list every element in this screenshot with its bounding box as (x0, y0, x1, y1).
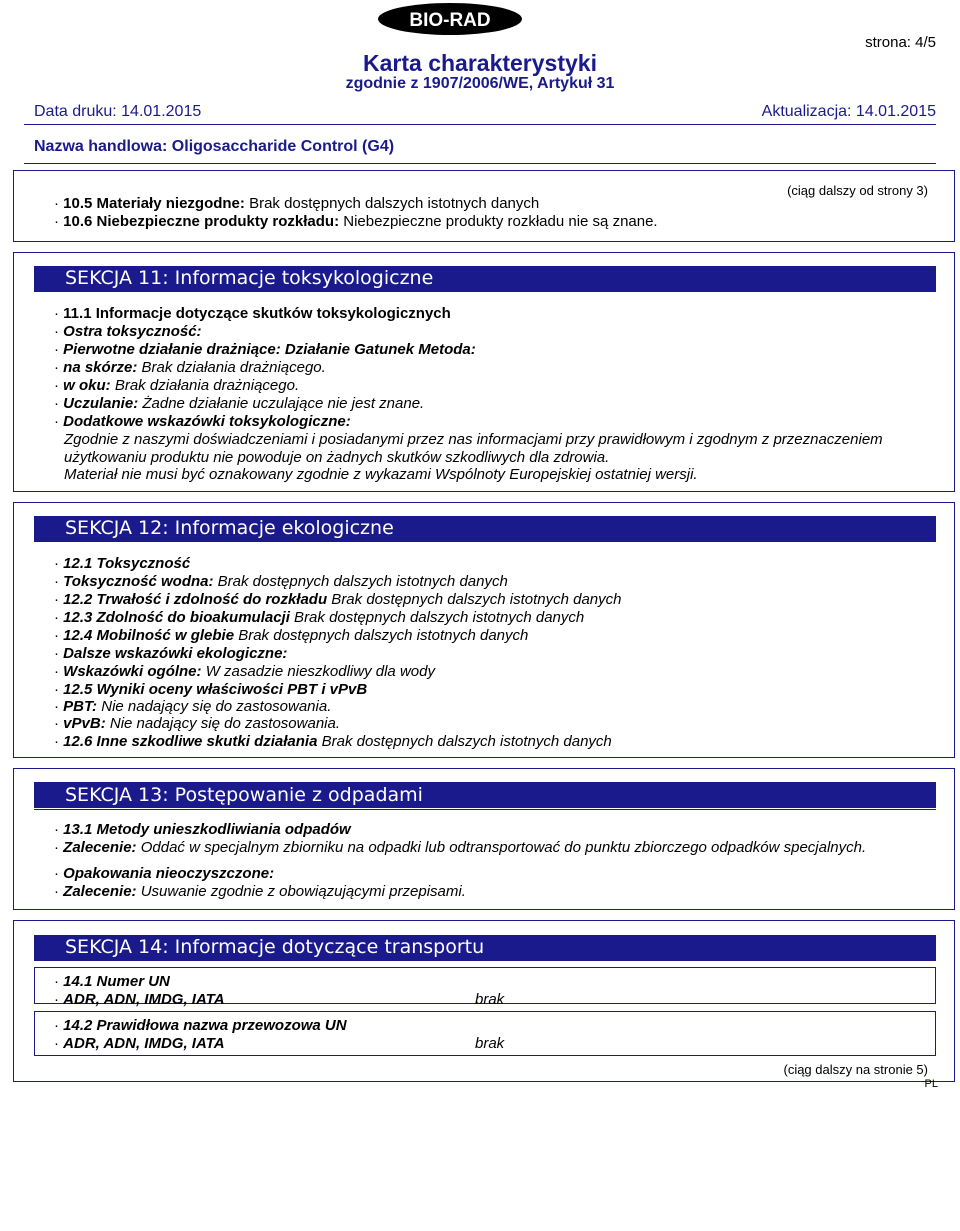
section12-line-2: · Toksyczność wodna: Brak dostępnych dalszych istotnych danych (54, 573, 508, 590)
section13-line-1: · 13.1 Metody unieszkodliwiania odpadów (54, 821, 351, 838)
section14-line-3: · 14.2 Prawidłowa nazwa przewozowa UN (54, 1017, 347, 1034)
section14-value-2: brak (475, 1035, 505, 1052)
section11-paragraph-2: użytkowaniu produktu nie powoduje on żadnych skutków szkodliwych dla zdrowia. (64, 449, 610, 466)
print-date: Data druku: 14.01.2015 (34, 103, 202, 120)
section13-line-3: · Opakowania nieoczyszczone: (54, 865, 275, 882)
section11-line-2: · Ostra toksyczność: (54, 323, 202, 340)
section12-line-5: · 12.4 Mobilność w glebie Brak dostępnych dalszych istotnych danych (54, 627, 529, 644)
language-code: PL (924, 1078, 938, 1090)
continued-on-note: (ciąg dalszy na stronie 5) (783, 1062, 928, 1077)
section14-title: SEKCJA 14: Informacje dotyczące transportu (65, 936, 485, 958)
section12-line-6: · Dalsze wskazówki ekologiczne: (54, 645, 288, 662)
section11-line-eye: · w oku: Brak działania drażniącego. (54, 377, 300, 394)
document-title: Karta charakterystyki (363, 50, 597, 76)
section13-box (13, 768, 955, 910)
section12-line-11: · 12.6 Inne szkodliwe skutki działania Brak dostępnych dalszych istotnych danych (54, 733, 612, 750)
section12-line-1: · 12.1 Toksyczność (54, 555, 191, 572)
continued-from-note: (ciąg dalszy od strony 3) (787, 183, 928, 198)
section11-line-skin: · na skórze: Brak działania drażniącego. (54, 359, 326, 376)
section12-line-9: · PBT: Nie nadający się do zastosowania. (54, 698, 332, 715)
section12-title: SEKCJA 12: Informacje ekologiczne (65, 517, 394, 539)
document-subtitle: zgodnie z 1907/2006/WE, Artykuł 31 (345, 75, 615, 92)
section14-un-number-frame (34, 967, 936, 1008)
trade-name-divider (24, 163, 936, 164)
section12-box (13, 502, 955, 758)
section12-line-8: · 12.5 Wyniki oceny właściwości PBT i vPvB (54, 681, 368, 698)
section11-line-additional: · Dodatkowe wskazówki toksykologiczne: (54, 413, 351, 430)
section11-line-1: · 11.1 Informacje dotyczące skutków toksykologicznych (54, 305, 451, 322)
section14-value-1: brak (475, 991, 505, 1008)
logo-text: BIO-RAD (409, 10, 491, 31)
section10-box (13, 170, 955, 242)
section14-shipping-name-frame (34, 1011, 936, 1056)
section11-paragraph-1: Zgodnie z naszymi doświadczeniami i posiadanymi przez nas informacjami przy prawidłowym i zgodnym z przeznaczeniem (64, 431, 883, 448)
section14-box (13, 920, 955, 1082)
section12-line-4: · 12.3 Zdolność do bioakumulacji Brak dostępnych dalszych istotnych danych (54, 609, 585, 626)
section12-line-10: · vPvB: Nie nadający się do zastosowania. (54, 715, 341, 732)
section14-line-1: · 14.1 Numer UN (54, 973, 170, 990)
header-divider (24, 124, 936, 125)
section14-line-2: · ADR, ADN, IMDG, IATA (54, 991, 225, 1008)
section10-line-incompatible: · 10.5 Materiały niezgodne: Brak dostępnych dalszych istotnych danych (54, 195, 540, 212)
page-number: strona: 4/5 (865, 34, 936, 51)
section13-title: SEKCJA 13: Postępowanie z odpadami (65, 784, 423, 806)
section14-line-4: · ADR, ADN, IMDG, IATA (54, 1035, 225, 1052)
trade-name: Nazwa handlowa: Oligosaccharide Control (G4) (34, 138, 395, 155)
section13-underline (34, 809, 936, 810)
section12-line-3: · 12.2 Trwałość i zdolność do rozkładu Brak dostępnych dalszych istotnych danych (54, 591, 622, 608)
section13-line-2: · Zalecenie: Oddać w specjalnym zbiorniku na odpadki lub odtransportować do punktu zbiorczego odpadków specjalnych. (54, 839, 867, 856)
section12-line-7: · Wskazówki ogólne: W zasadzie nieszkodliwy dla wody (54, 663, 435, 680)
section11-line-3: · Pierwotne działanie drażniące: Działanie Gatunek Metoda: (54, 341, 476, 358)
section13-line-4: · Zalecenie: Usuwanie zgodnie z obowiązującymi przepisami. (54, 883, 466, 900)
update-date: Aktualizacja: 14.01.2015 (761, 103, 936, 120)
section11-box (13, 252, 955, 492)
section10-line-decomposition: · 10.6 Niebezpieczne produkty rozkładu: Niebezpieczne produkty rozkładu nie są znane. (54, 213, 658, 230)
section11-line-sensitization: · Uczulanie: Żadne działanie uczulające nie jest znane. (54, 395, 425, 412)
section11-paragraph-3: Materiał nie musi być oznakowany zgodnie z wykazami Wspólnoty Europejskiej ostatniej wersji. (64, 466, 698, 483)
bio-rad-logo (377, 2, 523, 36)
section11-title: SEKCJA 11: Informacje toksykologiczne (65, 267, 434, 289)
